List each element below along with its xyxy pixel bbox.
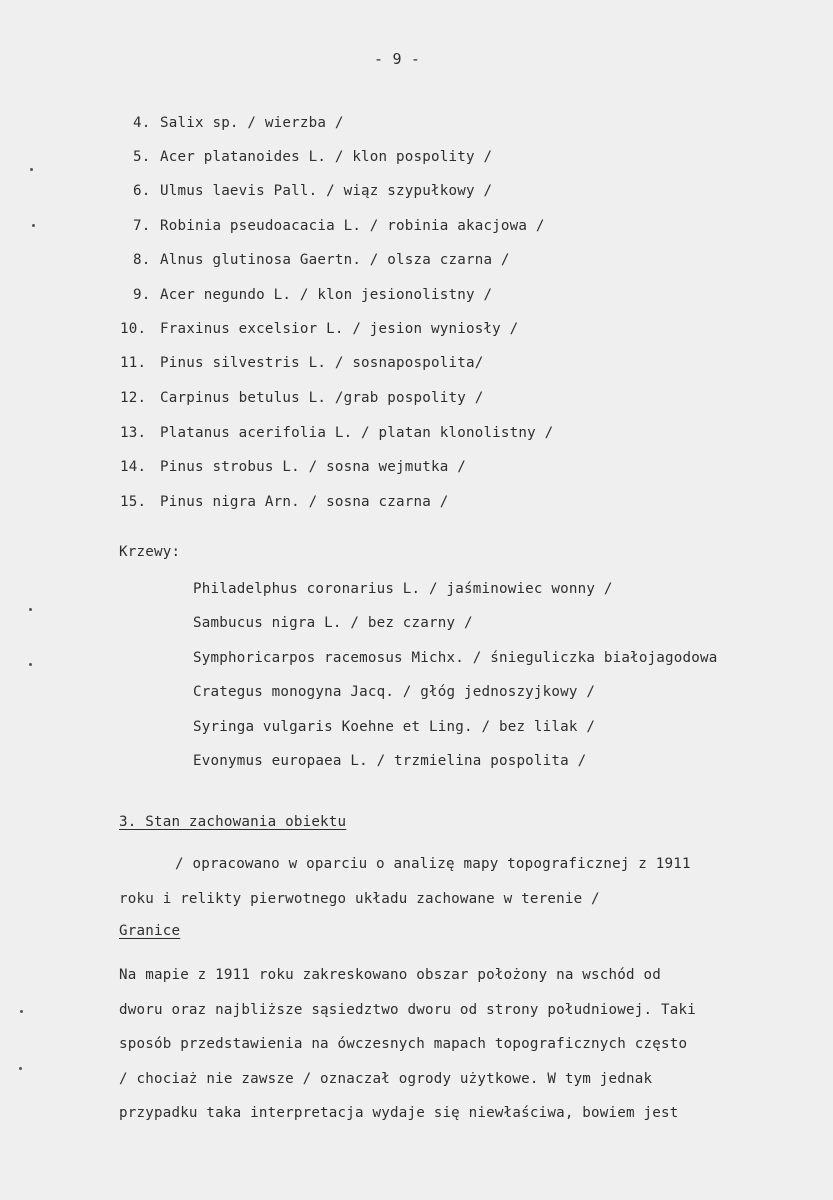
shrubs-heading: Krzewy: [119, 544, 181, 560]
list-item-number: 4. [133, 115, 151, 131]
list-item: Acer negundo L. / klon jesionolistny / [160, 287, 493, 303]
list-item-number: 8. [133, 252, 151, 268]
section-note-line: roku i relikty pierwotnego układu zachowane w terenie / [119, 891, 600, 907]
body-text-line: sposób przedstawienia na ówczesnych mapach topograficznych często [119, 1036, 688, 1052]
list-item-number: 11. [120, 355, 147, 371]
scan-speck [20, 1010, 23, 1013]
list-item-number: 10. [120, 321, 147, 337]
list-item: Sambucus nigra L. / bez czarny / [193, 615, 473, 631]
scan-speck [29, 608, 32, 611]
list-item-number: 9. [133, 287, 151, 303]
list-item: Ulmus laevis Pall. / wiąz szypułkowy / [160, 183, 493, 199]
list-item: Robinia pseudoacacia L. / robinia akacjowa / [160, 218, 545, 234]
list-item: Salix sp. / wierzba / [160, 115, 344, 131]
list-item-number: 14. [120, 459, 147, 475]
section-heading: 3. Stan zachowania obiektu [119, 814, 347, 830]
list-item-number: 13. [120, 425, 147, 441]
list-item-number: 6. [133, 183, 151, 199]
scan-speck [32, 224, 35, 227]
page-number: - 9 - [374, 50, 421, 68]
body-text-line: / chociaż nie zawsze / oznaczał ogrody użytkowe. W tym jednak [119, 1071, 653, 1087]
body-text-line: dworu oraz najbliższe sąsiedztwo dworu od strony południowej. Taki [119, 1002, 696, 1018]
list-item: Pinus strobus L. / sosna wejmutka / [160, 459, 466, 475]
list-item-number: 15. [120, 494, 147, 510]
list-item: Pinus silvestris L. / sosnapospolita/ [160, 355, 484, 371]
body-text-line: przypadku taka interpretacja wydaje się niewłaściwa, bowiem jest [119, 1105, 679, 1121]
list-item: Symphoricarpos racemosus Michx. / śnieguliczka białojagodowa [193, 650, 718, 666]
list-item: Crategus monogyna Jacq. / głóg jednoszyjkowy / [193, 684, 596, 700]
scan-speck [30, 168, 33, 171]
list-item: Acer platanoides L. / klon pospolity / [160, 149, 493, 165]
list-item: Pinus nigra Arn. / sosna czarna / [160, 494, 449, 510]
scan-speck [29, 663, 32, 666]
list-item: Carpinus betulus L. /grab pospolity / [160, 390, 484, 406]
list-item: Platanus acerifolia L. / platan klonolistny / [160, 425, 554, 441]
list-item: Evonymus europaea L. / trzmielina pospolita / [193, 753, 587, 769]
list-item: Alnus glutinosa Gaertn. / olsza czarna / [160, 252, 510, 268]
section-note-line: / opracowano w oparciu o analizę mapy topograficznej z 1911 [175, 856, 691, 872]
list-item-number: 5. [133, 149, 151, 165]
scan-speck [19, 1067, 22, 1070]
subsection-heading: Granice [119, 923, 181, 939]
list-item: Syringa vulgaris Koehne et Ling. / bez lilak / [193, 719, 596, 735]
list-item-number: 12. [120, 390, 147, 406]
list-item-number: 7. [133, 218, 151, 234]
body-text-line: Na mapie z 1911 roku zakreskowano obszar położony na wschód od [119, 967, 661, 983]
list-item: Philadelphus coronarius L. / jaśminowiec wonny / [193, 581, 613, 597]
list-item: Fraxinus excelsior L. / jesion wyniosły / [160, 321, 519, 337]
